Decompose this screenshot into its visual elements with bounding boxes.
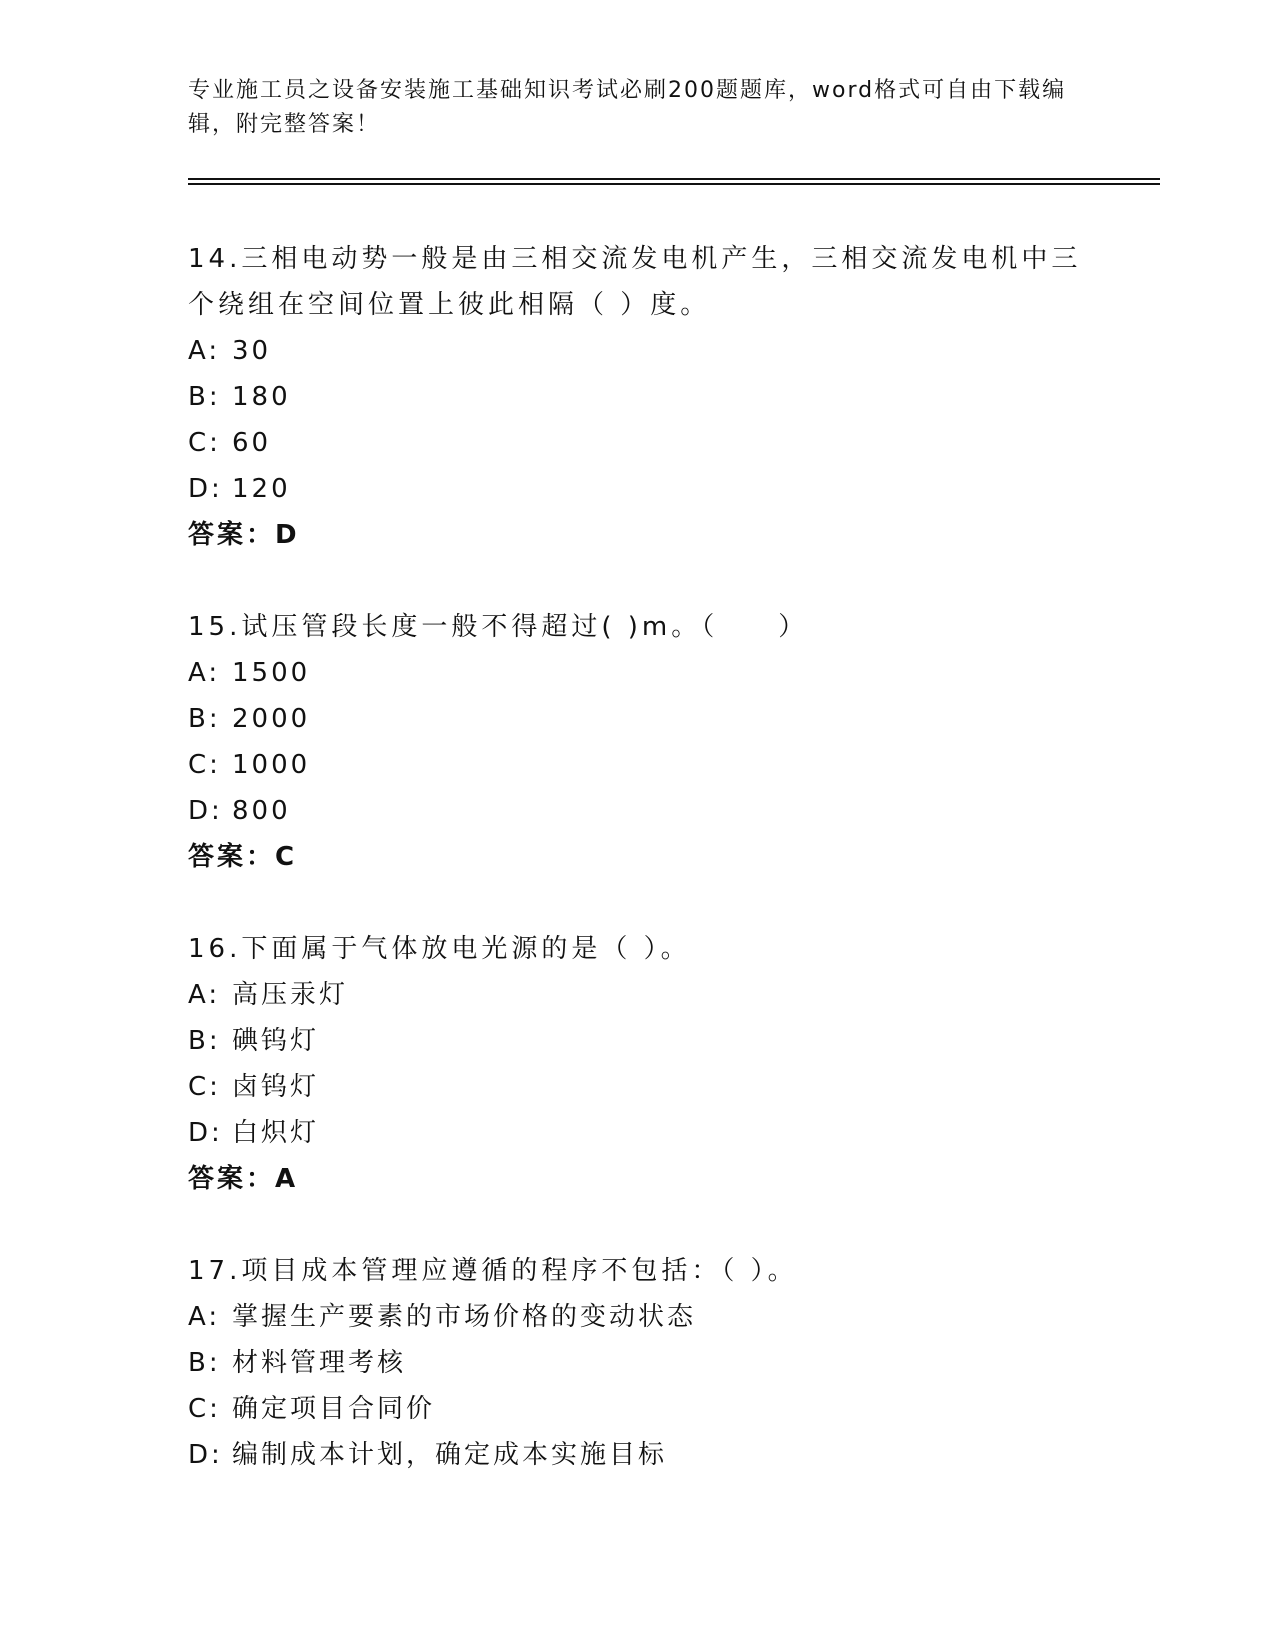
option-text: 1000: [232, 750, 311, 780]
option-c: [188, 742, 1088, 788]
option-key: B:: [188, 382, 221, 412]
answer-line: 答案：C: [188, 842, 298, 872]
option-key: B:: [188, 1026, 221, 1056]
option-text: 碘钨灯: [232, 1026, 320, 1056]
option-text: 材料管理考核: [232, 1348, 407, 1378]
option-b: [188, 1340, 1088, 1386]
option-c: [188, 1064, 1088, 1110]
option-key: B:: [188, 1348, 221, 1378]
option-text: 卤钨灯: [232, 1072, 320, 1102]
option-text: 60: [232, 428, 272, 458]
option-key: A:: [188, 980, 221, 1010]
option-key: B:: [188, 704, 221, 734]
option-text: 800: [232, 796, 291, 826]
header-rule-top: [188, 178, 1160, 180]
option-key: A:: [188, 336, 221, 366]
answer-line: 答案：D: [188, 520, 300, 550]
option-key: A:: [188, 1302, 221, 1332]
option-text: 1500: [232, 658, 311, 688]
option-d: [188, 1432, 1088, 1478]
option-key: C:: [188, 750, 221, 780]
question-14: [188, 236, 1088, 558]
question-stem: 15.试压管段长度一般不得超过( )m。（ ）: [188, 612, 809, 642]
option-a: [188, 1294, 1088, 1340]
option-text: 120: [232, 474, 291, 504]
option-key: D:: [188, 1118, 223, 1148]
option-a: [188, 650, 1088, 696]
question-stem: 17.项目成本管理应遵循的程序不包括：（ ）。: [188, 1256, 798, 1286]
question-stem: 16.下面属于气体放电光源的是（ ）。: [188, 934, 691, 964]
option-text: 白炽灯: [232, 1118, 320, 1148]
option-key: C:: [188, 428, 221, 458]
option-text: 180: [232, 382, 291, 412]
document-header: 专业施工员之设备安装施工基础知识考试必刷200题题库，word格式可自由下载编辑，附完整答案！: [188, 78, 1067, 137]
option-text: 确定项目合同价: [232, 1394, 436, 1424]
option-text: 2000: [232, 704, 311, 734]
question-list: [188, 236, 1088, 1524]
option-key: C:: [188, 1072, 221, 1102]
option-text: 高压汞灯: [232, 980, 349, 1010]
option-key: D:: [188, 796, 223, 826]
option-d: [188, 466, 1088, 512]
option-b: [188, 1018, 1088, 1064]
option-c: [188, 1386, 1088, 1432]
question-15: [188, 604, 1088, 880]
option-key: A:: [188, 658, 221, 688]
option-key: D:: [188, 474, 223, 504]
question-17: [188, 1248, 1088, 1478]
option-b: [188, 374, 1088, 420]
option-d: [188, 1110, 1088, 1156]
question-16: [188, 926, 1088, 1202]
option-text: 掌握生产要素的市场价格的变动状态: [232, 1302, 697, 1332]
option-text: 编制成本计划，确定成本实施目标: [232, 1440, 668, 1470]
option-a: [188, 972, 1088, 1018]
option-b: [188, 696, 1088, 742]
option-d: [188, 788, 1088, 834]
option-a: [188, 328, 1088, 374]
option-text: 30: [232, 336, 272, 366]
option-key: C:: [188, 1394, 221, 1424]
answer-line: 答案：A: [188, 1164, 299, 1194]
option-c: [188, 420, 1088, 466]
header-rule-bottom: [188, 183, 1160, 185]
question-stem: 14.三相电动势一般是由三相交流发电机产生，三相交流发电机中三个绕组在空间位置上彼此相隔（ ）度。: [188, 244, 1082, 320]
option-key: D:: [188, 1440, 223, 1470]
